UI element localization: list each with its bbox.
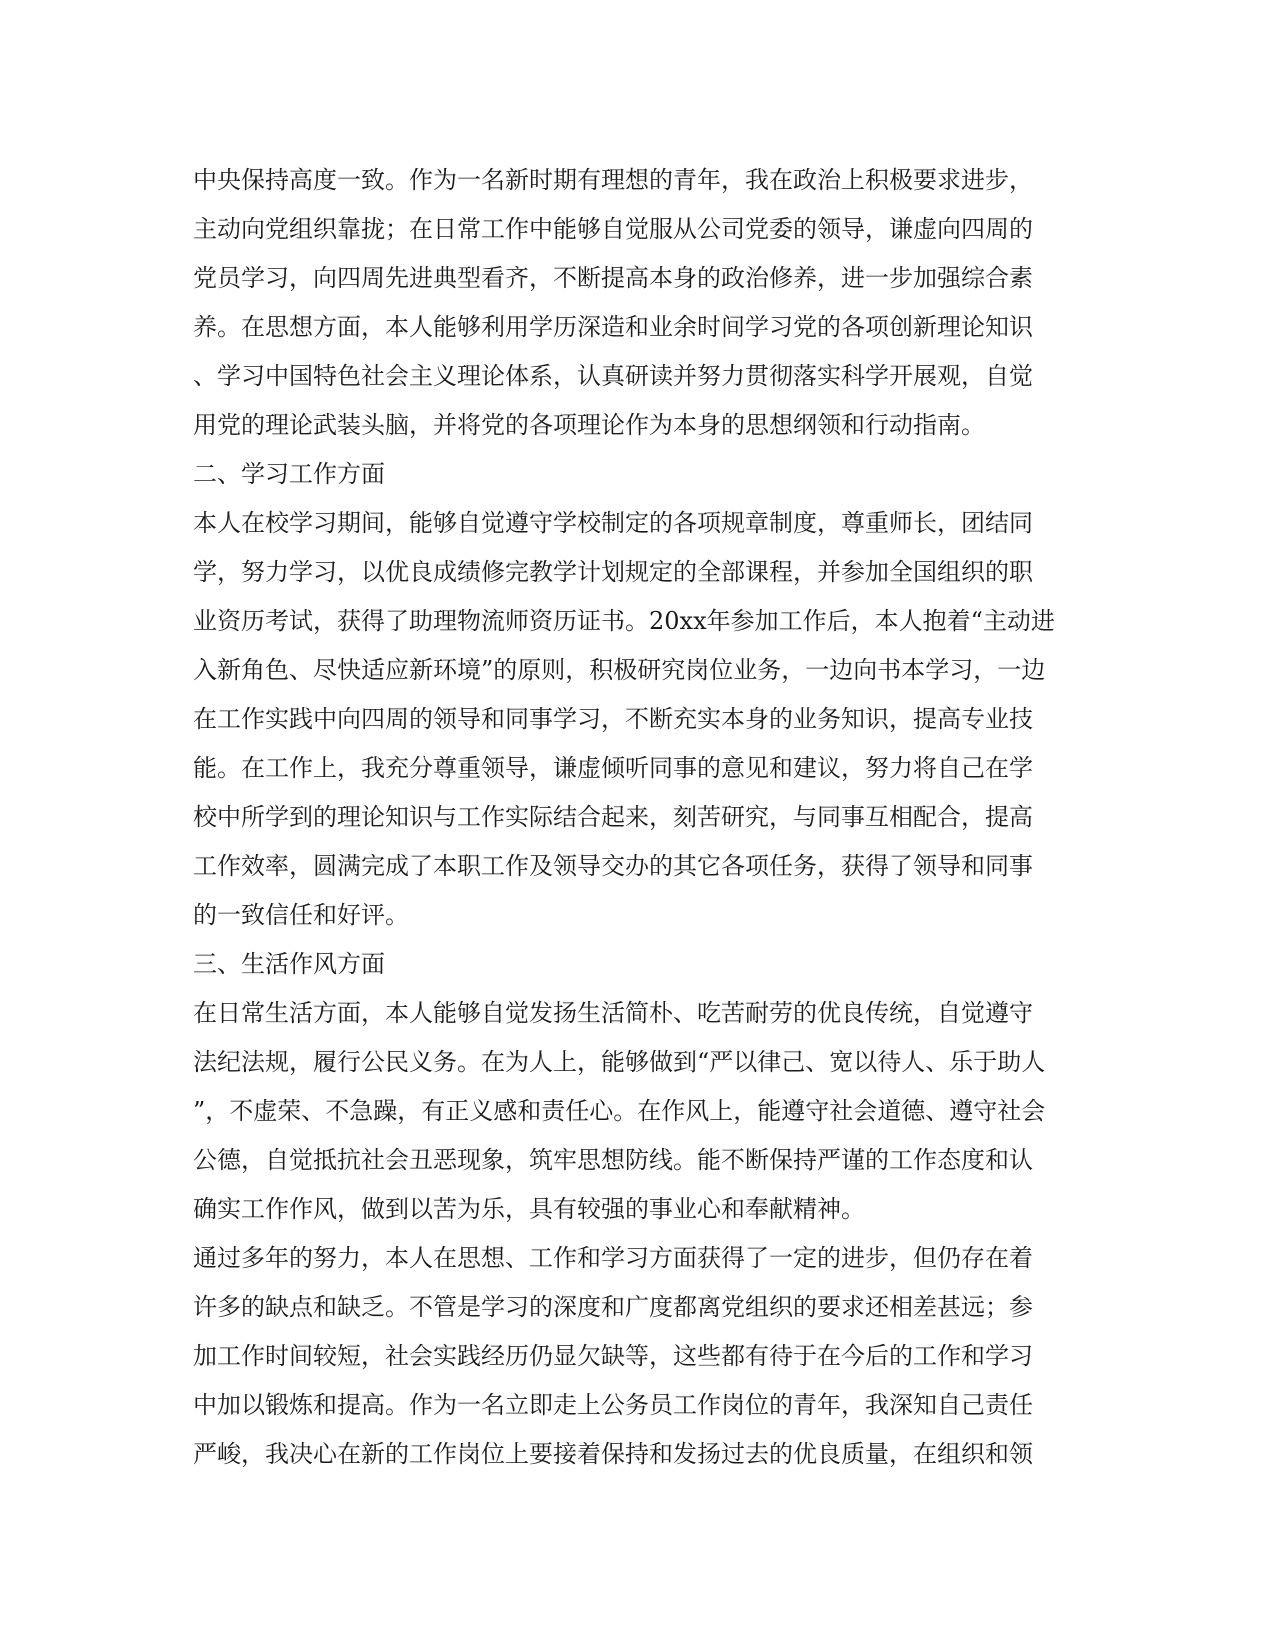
section-heading-study-work	[193, 450, 1083, 499]
heading-text: 二、学习工作方面	[193, 460, 385, 488]
text-line: 法纪法规，履行公民义务。在为人上，能够做到“严以律己、宽以待人、乐于助人	[193, 1048, 1046, 1076]
text-line: 本人在校学习期间，能够自觉遵守学校制定的各项规章制度，尊重师长，团结同	[193, 509, 1033, 537]
text-line: 养。在思想方面，本人能够利用学历深造和业余时间学习党的各项创新理论知识	[193, 313, 1033, 341]
text-line: 的一致信任和好评。	[193, 901, 409, 929]
text-line: 公德，自觉抵抗社会丑恶现象，筑牢思想防线。能不断保持严谨的工作态度和认	[193, 1146, 1033, 1174]
text-line: 学，努力学习，以优良成绩修完教学计划规定的全部课程，并参加全国组织的职	[193, 558, 1033, 586]
text-line: 确实工作作风，做到以苦为乐，具有较强的事业心和奉献精神。	[193, 1195, 865, 1223]
text-line: 、学习中国特色社会主义理论体系，认真研读并努力贯彻落实科学开展观，自觉	[193, 362, 1033, 390]
text-line: 工作效率，圆满完成了本职工作及领导交办的其它各项任务，获得了领导和同事	[193, 852, 1033, 880]
paragraph-life-style	[193, 989, 1083, 1234]
heading-text: 三、生活作风方面	[193, 950, 385, 978]
text-line: 主动向党组织靠拢；在日常工作中能够自觉服从公司党委的领导，谦虚向四周的	[193, 215, 1033, 243]
text-line: ”，不虚荣、不急躁，有正义感和责任心。在作风上，能遵守社会道德、遵守社会	[193, 1097, 1046, 1125]
text-line: 通过多年的努力，本人在思想、工作和学习方面获得了一定的进步，但仍存在着	[193, 1244, 1033, 1272]
text-line: 在工作实践中向四周的领导和同事学习，不断充实本身的业务知识，提高专业技	[193, 705, 1033, 733]
document-body	[193, 156, 1083, 1479]
text-line: 用党的理论武装头脑，并将党的各项理论作为本身的思想纲领和行动指南。	[193, 411, 985, 439]
text-line: 中加以锻炼和提高。作为一名立即走上公务员工作岗位的青年，我深知自己责任	[193, 1391, 1033, 1419]
text-line: 中央保持高度一致。作为一名新时期有理想的青年，我在政治上积极要求进步，	[193, 166, 1033, 194]
section-heading-life-style	[193, 940, 1083, 989]
text-line: 能。在工作上，我充分尊重领导，谦虚倾听同事的意见和建议，努力将自己在学	[193, 754, 1033, 782]
text-line: 在日常生活方面，本人能够自觉发扬生活简朴、吃苦耐劳的优良传统，自觉遵守	[193, 999, 1033, 1027]
paragraph-summary	[193, 1234, 1083, 1479]
text-line: 严峻，我决心在新的工作岗位上要接着保持和发扬过去的优良质量，在组织和领	[193, 1440, 1033, 1468]
text-line: 加工作时间较短，社会实践经历仍显欠缺等，这些都有待于在今后的工作和学习	[193, 1342, 1033, 1370]
text-line: 入新角色、尽快适应新环境”的原则，积极研究岗位业务，一边向书本学习，一边	[193, 656, 1046, 684]
text-line: 许多的缺点和缺乏。不管是学习的深度和广度都离党组织的要求还相差甚远；参	[193, 1293, 1033, 1321]
text-line: 校中所学到的理论知识与工作实际结合起来，刻苦研究，与同事互相配合，提高	[193, 803, 1033, 831]
text-line: 业资历考试，获得了助理物流师资历证书。20xx年参加工作后，本人抱着“主动进	[193, 607, 1055, 635]
paragraph-study-work	[193, 499, 1083, 940]
paragraph-political	[193, 156, 1083, 450]
text-line: 党员学习，向四周先进典型看齐，不断提高本身的政治修养，进一步加强综合素	[193, 264, 1033, 292]
